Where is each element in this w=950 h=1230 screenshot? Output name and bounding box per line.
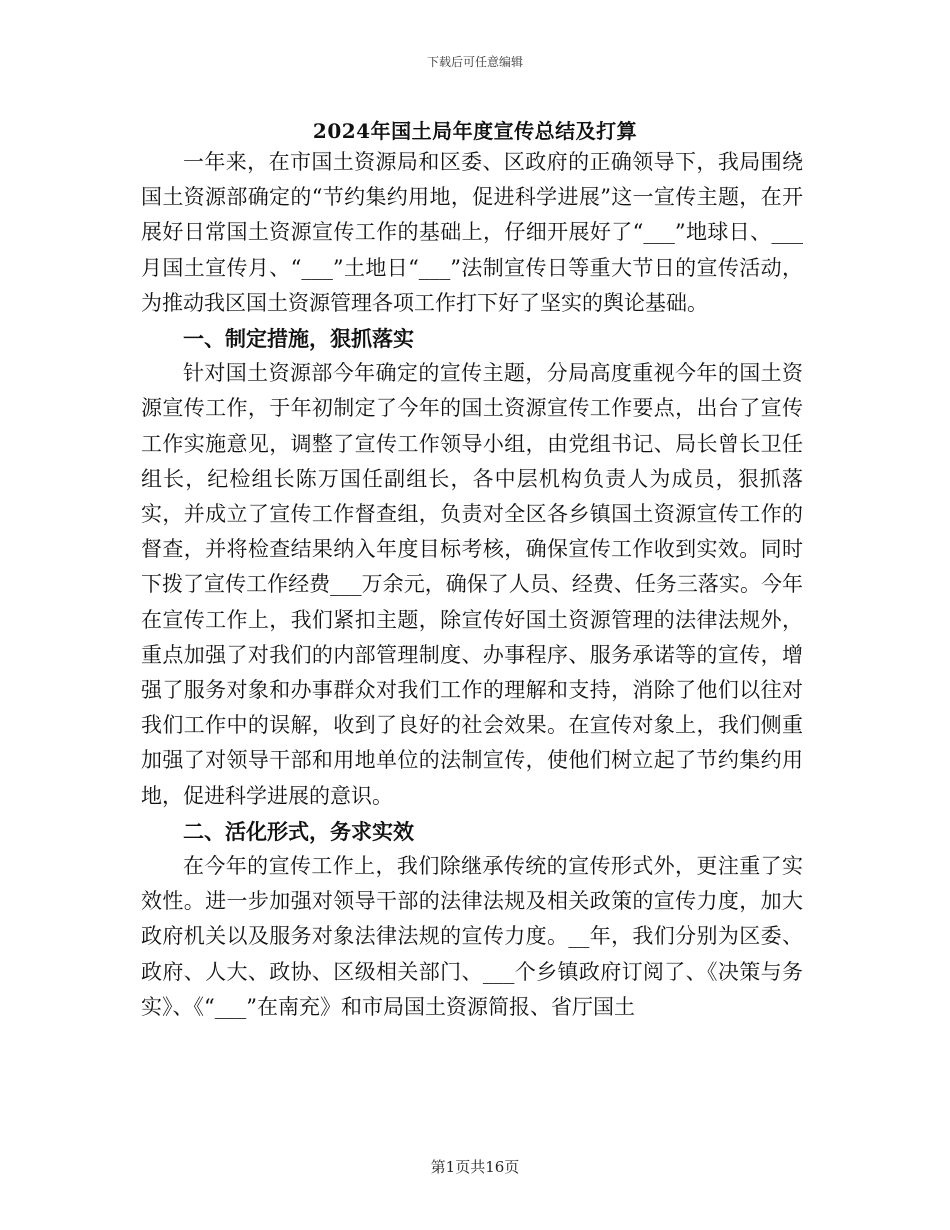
section-2-paragraph: 在今年的宣传工作上，我们除继承传统的宣传形式外，更注重了实效性。进一步加强对领导干部的法律法规及相关政策的宣传力度，加大政府机关以及服务对象法律法规的宣传力度。__年，我们分别为区委、政府、人大、政协、区级相关部门、___个乡镇政府订阅了、《决策与务实》、《“___”在南充》和市局国土资源简报、省厅国土 xyxy=(141,854,803,1019)
document-body xyxy=(141,145,803,1025)
intro-paragraph: 一年来，在市国土资源局和区委、区政府的正确领导下，我局围绕国土资源部确定的“节约集约用地，促进科学进展”这一宣传主题，在开展好日常国土资源宣传工作的基础上，仔细开展好了“___”地球日、___月国土宣传月、“___”土地日“___”法制宣传日等重大节日的宣传活动，为推动我区国土资源管理各项工作打下好了坚实的舆论基础。 xyxy=(141,150,803,315)
section-1-paragraph: 针对国土资源部今年确定的宣传主题，分局高度重视今年的国土资源宣传工作，于年初制定了今年的国土资源宣传工作要点，出台了宣传工作实施意见，调整了宣传工作领导小组，由党组书记、局长曾长卫任组长，纪检组长陈万国任副组长，各中层机构负责人为成员，狠抓落实，并成立了宣传工作督查组，负责对全区各乡镇国土资源宣传工作的督查，并将检查结果纳入年度目标考核，确保宣传工作收到实效。同时下拨了宣传工作经费___万余元，确保了人员、经费、任务三落实。今年在宣传工作上，我们紧扣主题，除宣传好国土资源管理的法律法规外，重点加强了对我们的内部管理制度、办事程序、服务承诺等的宣传，增强了服务对象和办事群众对我们工作的理解和支持，消除了他们以往对我们工作中的误解，收到了良好的社会效果。在宣传对象上，我们侧重加强了对领导干部和用地单位的法制宣传，使他们树立起了节约集约用地，促进科学进展的意识。 xyxy=(141,361,803,808)
header-note: 下载后可任意编辑 xyxy=(426,55,523,69)
section-heading-1: 一、制定措施，狠抓落实 xyxy=(183,326,414,352)
document-title: 2024年国土局年度宣传总结及打算 xyxy=(312,119,638,143)
page-footer: 第1页共16页 xyxy=(430,1158,520,1176)
section-heading-2: 二、活化形式，务求实效 xyxy=(183,818,414,844)
